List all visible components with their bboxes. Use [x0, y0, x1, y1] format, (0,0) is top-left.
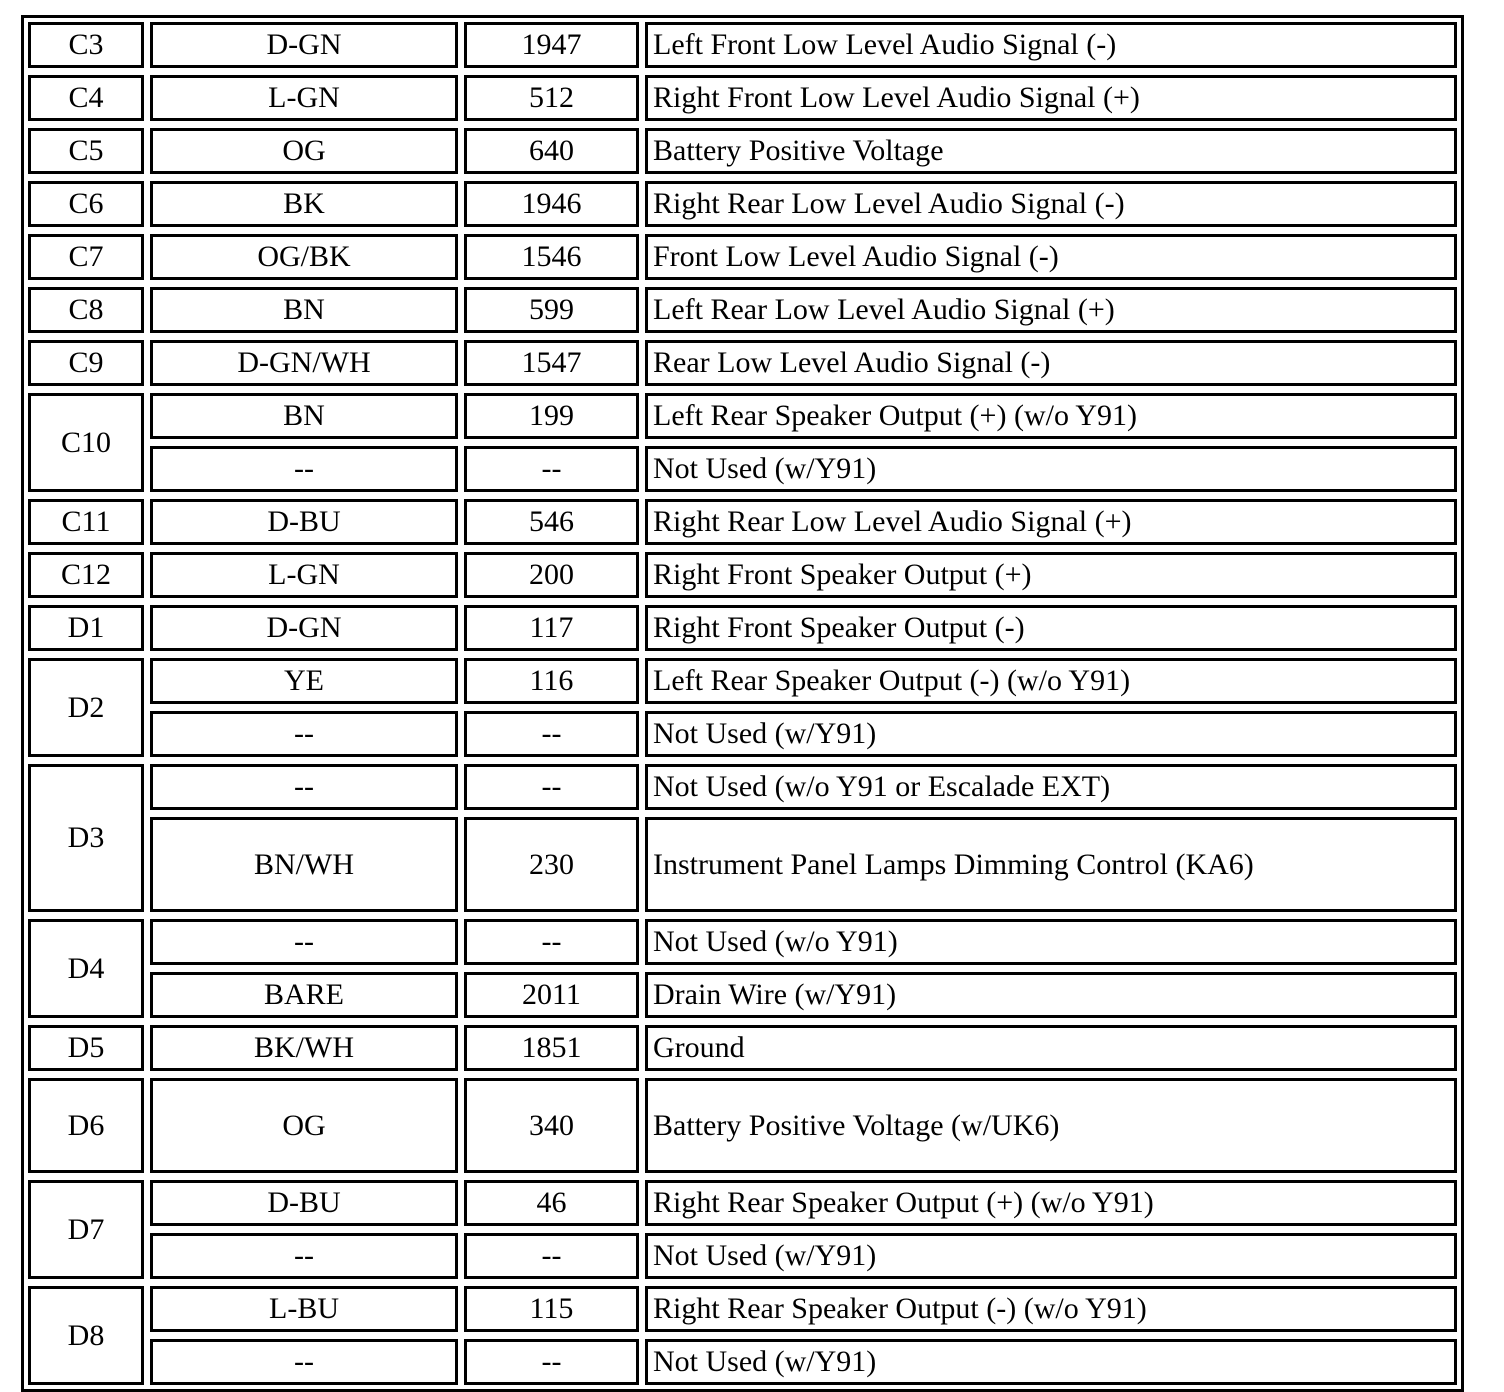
sub-rows — [150, 1180, 1457, 1279]
function-cell: Right Rear Speaker Output (-) (w/o Y91) — [645, 1286, 1457, 1332]
circuit-number-cell: 116 — [464, 658, 639, 704]
wire-color-cell: D-BU — [150, 499, 458, 545]
sub-row — [150, 128, 1457, 174]
sub-row — [150, 181, 1457, 227]
circuit-number-cell: 340 — [464, 1078, 639, 1173]
pin-cell: C11 — [28, 499, 144, 545]
table-row-group — [28, 128, 1457, 174]
wire-color-cell: -- — [150, 1339, 458, 1385]
table-row-group — [28, 234, 1457, 280]
circuit-number-cell: 1947 — [464, 22, 639, 68]
function-cell: Left Rear Speaker Output (+) (w/o Y91) — [645, 393, 1457, 439]
wire-color-cell: OG — [150, 128, 458, 174]
circuit-number-cell: -- — [464, 1233, 639, 1279]
sub-rows — [150, 1078, 1457, 1173]
sub-row — [150, 658, 1457, 704]
wire-color-cell: -- — [150, 919, 458, 965]
sub-rows — [150, 128, 1457, 174]
sub-rows — [150, 234, 1457, 280]
wire-color-cell: D-BU — [150, 1180, 458, 1226]
function-cell: Left Rear Low Level Audio Signal (+) — [645, 287, 1457, 333]
wire-color-cell: -- — [150, 711, 458, 757]
pin-cell: C8 — [28, 287, 144, 333]
circuit-number-cell: -- — [464, 711, 639, 757]
wire-color-cell: -- — [150, 446, 458, 492]
pin-cell: C6 — [28, 181, 144, 227]
function-cell: Right Front Speaker Output (+) — [645, 552, 1457, 598]
pin-cell: D2 — [28, 658, 144, 757]
table-row-group — [28, 181, 1457, 227]
sub-row — [150, 340, 1457, 386]
function-cell: Not Used (w/Y91) — [645, 1339, 1457, 1385]
sub-row — [150, 234, 1457, 280]
circuit-number-cell: 117 — [464, 605, 639, 651]
wire-color-cell: D-GN — [150, 605, 458, 651]
function-cell: Right Rear Speaker Output (+) (w/o Y91) — [645, 1180, 1457, 1226]
table-row-group — [28, 605, 1457, 651]
sub-row — [150, 972, 1457, 1018]
sub-rows — [150, 1025, 1457, 1071]
sub-row — [150, 1078, 1457, 1173]
sub-rows — [150, 764, 1457, 912]
sub-rows — [150, 22, 1457, 68]
wire-color-cell: BN — [150, 287, 458, 333]
pin-cell: C10 — [28, 393, 144, 492]
table-row-group — [28, 75, 1457, 121]
table-row-group — [28, 499, 1457, 545]
sub-row — [150, 919, 1457, 965]
wire-color-cell: BK/WH — [150, 1025, 458, 1071]
sub-rows — [150, 499, 1457, 545]
pin-cell: D4 — [28, 919, 144, 1018]
sub-row — [150, 75, 1457, 121]
wire-color-cell: L-GN — [150, 75, 458, 121]
wire-color-cell: BN/WH — [150, 817, 458, 912]
table-row-group — [28, 919, 1457, 1018]
sub-rows — [150, 919, 1457, 1018]
sub-row — [150, 1025, 1457, 1071]
pin-cell: D8 — [28, 1286, 144, 1385]
circuit-number-cell: 1547 — [464, 340, 639, 386]
table-row-group — [28, 22, 1457, 68]
pin-cell: D6 — [28, 1078, 144, 1173]
table-row-group — [28, 1180, 1457, 1279]
function-cell: Right Front Low Level Audio Signal (+) — [645, 75, 1457, 121]
wire-color-cell: D-GN/WH — [150, 340, 458, 386]
circuit-number-cell: 1946 — [464, 181, 639, 227]
pin-cell: D1 — [28, 605, 144, 651]
function-cell: Ground — [645, 1025, 1457, 1071]
pin-cell: D3 — [28, 764, 144, 912]
sub-rows — [150, 1286, 1457, 1385]
sub-row — [150, 552, 1457, 598]
circuit-number-cell: -- — [464, 919, 639, 965]
function-cell: Drain Wire (w/Y91) — [645, 972, 1457, 1018]
function-cell: Not Used (w/o Y91) — [645, 919, 1457, 965]
function-cell: Right Front Speaker Output (-) — [645, 605, 1457, 651]
circuit-number-cell: -- — [464, 1339, 639, 1385]
table-row-group — [28, 340, 1457, 386]
sub-row — [150, 287, 1457, 333]
wire-color-cell: OG — [150, 1078, 458, 1173]
sub-row — [150, 605, 1457, 651]
circuit-number-cell: 199 — [464, 393, 639, 439]
table-row-group — [28, 393, 1457, 492]
function-cell: Left Rear Speaker Output (-) (w/o Y91) — [645, 658, 1457, 704]
function-cell: Instrument Panel Lamps Dimming Control (KA6) — [645, 817, 1457, 912]
connector-pinout-table — [21, 15, 1464, 1392]
table-row-group — [28, 658, 1457, 757]
table-row-group — [28, 1025, 1457, 1071]
sub-row — [150, 1180, 1457, 1226]
pin-cell: C9 — [28, 340, 144, 386]
table-row-group — [28, 287, 1457, 333]
sub-rows — [150, 181, 1457, 227]
wire-color-cell: BK — [150, 181, 458, 227]
sub-row — [150, 393, 1457, 439]
sub-row — [150, 446, 1457, 492]
function-cell: Not Used (w/o Y91 or Escalade EXT) — [645, 764, 1457, 810]
pin-cell: C12 — [28, 552, 144, 598]
circuit-number-cell: 599 — [464, 287, 639, 333]
sub-rows — [150, 658, 1457, 757]
sub-row — [150, 817, 1457, 912]
circuit-number-cell: 230 — [464, 817, 639, 912]
circuit-number-cell: 546 — [464, 499, 639, 545]
sub-rows — [150, 605, 1457, 651]
circuit-number-cell: -- — [464, 764, 639, 810]
circuit-number-cell: 200 — [464, 552, 639, 598]
wire-color-cell: BARE — [150, 972, 458, 1018]
circuit-number-cell: 1851 — [464, 1025, 639, 1071]
function-cell: Not Used (w/Y91) — [645, 446, 1457, 492]
pin-cell: C3 — [28, 22, 144, 68]
sub-row — [150, 711, 1457, 757]
pin-cell: C7 — [28, 234, 144, 280]
wire-color-cell: L-GN — [150, 552, 458, 598]
function-cell: Rear Low Level Audio Signal (-) — [645, 340, 1457, 386]
wire-color-cell: OG/BK — [150, 234, 458, 280]
circuit-number-cell: 2011 — [464, 972, 639, 1018]
sub-row — [150, 22, 1457, 68]
function-cell: Left Front Low Level Audio Signal (-) — [645, 22, 1457, 68]
table-row-group — [28, 1078, 1457, 1173]
sub-rows — [150, 552, 1457, 598]
function-cell: Right Rear Low Level Audio Signal (+) — [645, 499, 1457, 545]
wire-color-cell: YE — [150, 658, 458, 704]
sub-rows — [150, 393, 1457, 492]
wire-color-cell: -- — [150, 1233, 458, 1279]
function-cell: Battery Positive Voltage (w/UK6) — [645, 1078, 1457, 1173]
wire-color-cell: -- — [150, 764, 458, 810]
circuit-number-cell: 115 — [464, 1286, 639, 1332]
sub-rows — [150, 340, 1457, 386]
circuit-number-cell: 640 — [464, 128, 639, 174]
sub-row — [150, 499, 1457, 545]
sub-row — [150, 1339, 1457, 1385]
table-row-group — [28, 552, 1457, 598]
function-cell: Not Used (w/Y91) — [645, 1233, 1457, 1279]
table-row-group — [28, 764, 1457, 912]
pin-cell: D7 — [28, 1180, 144, 1279]
sub-row — [150, 1286, 1457, 1332]
circuit-number-cell: 1546 — [464, 234, 639, 280]
wire-color-cell: BN — [150, 393, 458, 439]
sub-rows — [150, 287, 1457, 333]
pin-cell: C4 — [28, 75, 144, 121]
circuit-number-cell: 46 — [464, 1180, 639, 1226]
pin-cell: D5 — [28, 1025, 144, 1071]
wire-color-cell: D-GN — [150, 22, 458, 68]
circuit-number-cell: 512 — [464, 75, 639, 121]
sub-rows — [150, 75, 1457, 121]
table-row-group — [28, 1286, 1457, 1385]
circuit-number-cell: -- — [464, 446, 639, 492]
pin-cell: C5 — [28, 128, 144, 174]
function-cell: Battery Positive Voltage — [645, 128, 1457, 174]
function-cell: Front Low Level Audio Signal (-) — [645, 234, 1457, 280]
function-cell: Not Used (w/Y91) — [645, 711, 1457, 757]
sub-row — [150, 1233, 1457, 1279]
function-cell: Right Rear Low Level Audio Signal (-) — [645, 181, 1457, 227]
sub-row — [150, 764, 1457, 810]
wire-color-cell: L-BU — [150, 1286, 458, 1332]
